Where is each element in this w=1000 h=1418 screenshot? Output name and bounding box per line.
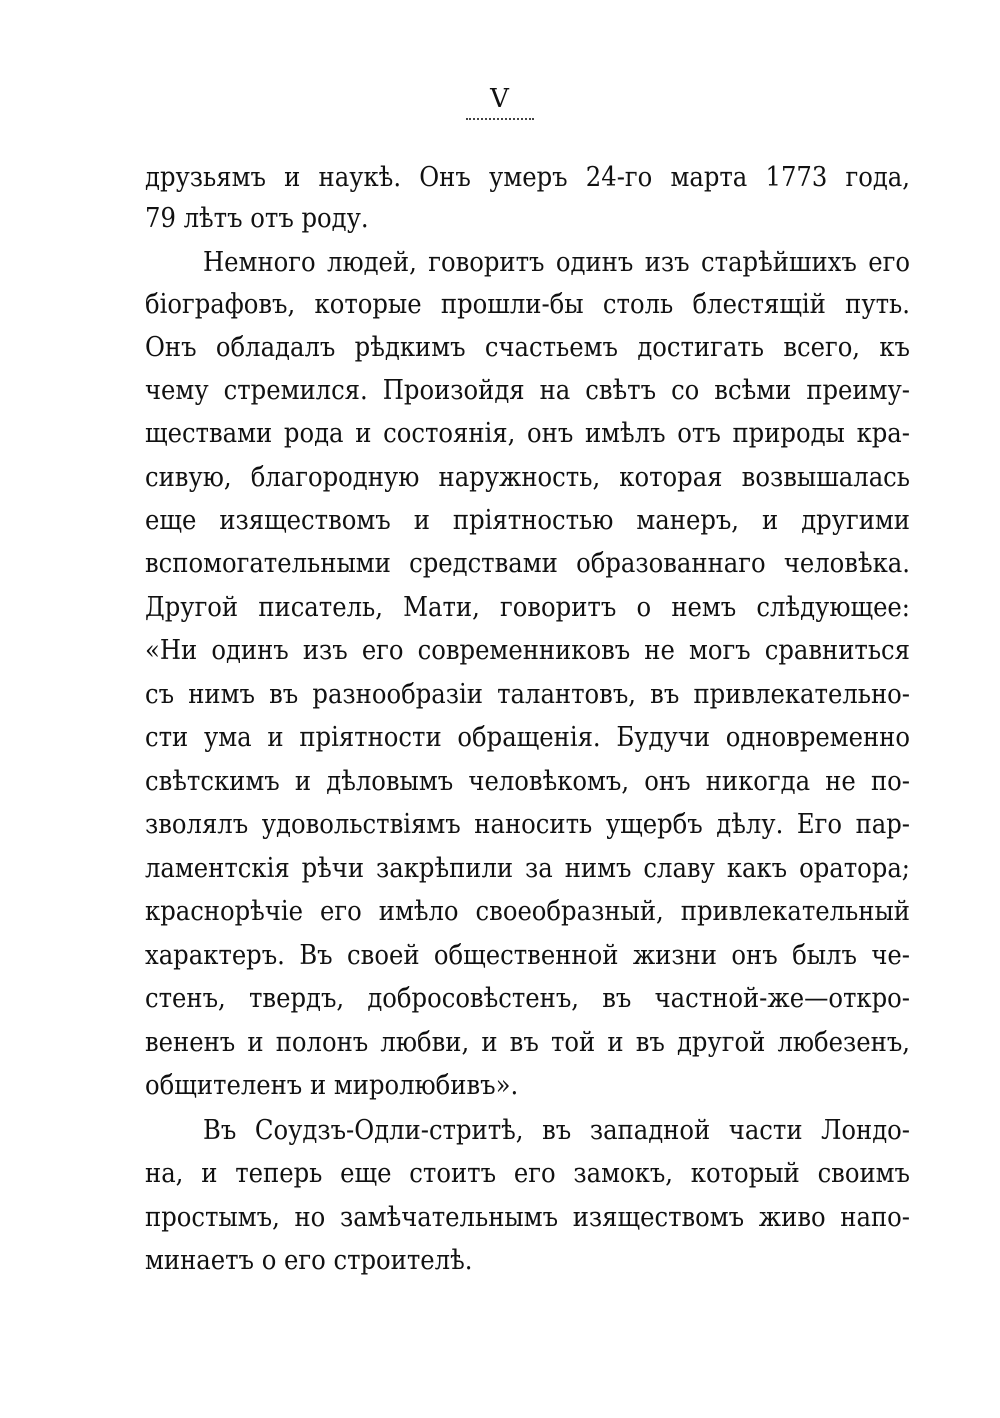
text-line: вененъ и полонъ любви, и въ той и въ другой любезенъ,	[145, 1027, 910, 1058]
text-line: сивую, благородную наружность, которая возвышалась	[145, 462, 910, 493]
text-line: стенъ, твердъ, добросовѣстенъ, въ частной-же—откро-	[145, 983, 910, 1014]
text-line: друзьямъ и наукѣ. Онъ умеръ 24-го марта 1773 года,	[145, 162, 910, 193]
text-line: «Ни одинъ изъ его современниковъ не могъ сравниться	[145, 635, 910, 666]
text-line: ществами рода и состоянія, онъ имѣлъ отъ природы кра-	[145, 418, 910, 449]
text-line: зволялъ удовольствіямъ наносить ущербъ дѣлу. Его пар-	[145, 809, 910, 840]
text-line: свѣтскимъ и дѣловымъ человѣкомъ, онъ никогда не по-	[145, 766, 910, 797]
text-line: біографовъ, которые прошли-бы столь блестящій путь.	[145, 289, 910, 320]
text-line: ламентскія рѣчи закрѣпили за нимъ славу какъ оратора;	[145, 853, 910, 884]
text-line: сти ума и пріятности обращенія. Будучи одновременно	[145, 722, 910, 753]
text-line: чему стремился. Произойдя на свѣтъ со всѣми преиму-	[145, 375, 910, 406]
text-line: Онъ обладалъ рѣдкимъ счастьемъ достигать всего, къ	[145, 332, 910, 363]
text-line: Въ Соудзъ-Одли-стритѣ, въ западной части Лондо-	[203, 1115, 910, 1146]
text-line: 79 лѣтъ отъ роду.	[145, 203, 369, 234]
header-rule	[466, 118, 534, 120]
text-line: вспомогательными средствами образованнаго человѣка.	[145, 548, 910, 579]
page-number: V	[490, 84, 510, 114]
text-line: съ нимъ въ разнообразіи талантовъ, въ привлекательно-	[145, 679, 910, 710]
text-line: простымъ, но замѣчательнымъ изяществомъ живо напо-	[145, 1202, 910, 1233]
text-line: общителенъ и миролюбивъ».	[145, 1070, 519, 1101]
text-line: минаетъ о его строителѣ.	[145, 1245, 473, 1276]
text-line: Другой писатель, Мати, говоритъ о немъ слѣдующее:	[145, 592, 910, 623]
text-line: характеръ. Въ своей общественной жизни онъ былъ че-	[145, 940, 910, 971]
text-line: еще изяществомъ и пріятностью манеръ, и другими	[145, 505, 910, 536]
text-line: на, и теперь еще стоитъ его замокъ, который своимъ	[145, 1158, 910, 1189]
text-line: краснорѣчіе его имѣло своеобразный, привлекательный	[145, 896, 910, 927]
text-line: Немного людей, говоритъ одинъ изъ старѣйшихъ его	[203, 247, 910, 278]
